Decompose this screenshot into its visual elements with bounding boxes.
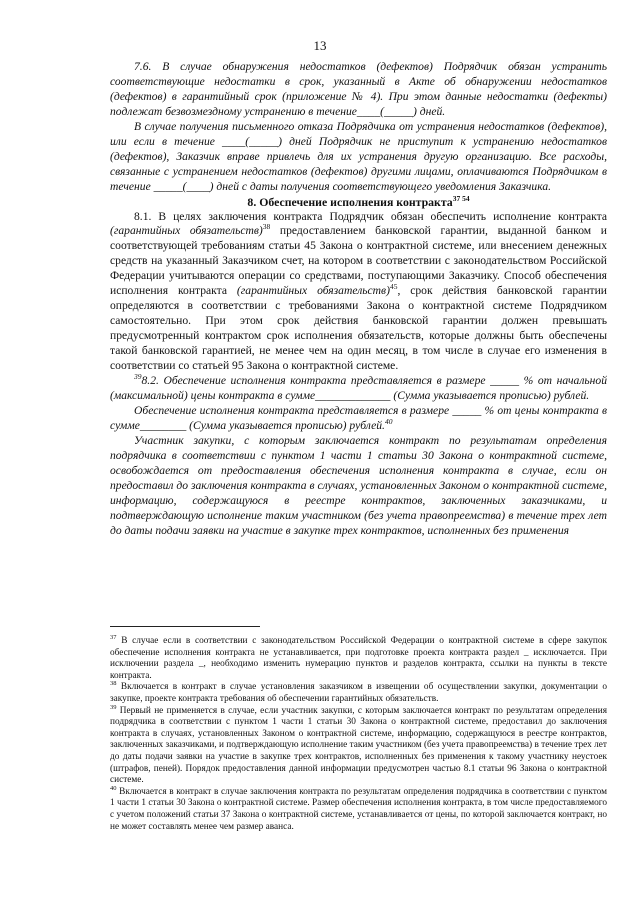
paragraph-7-6 bbox=[110, 60, 607, 120]
p81-part-a: 8.1. В целях заключения контракта Подрядчик обязан обеспечить исполнение контракта bbox=[134, 209, 607, 223]
footnote-40 bbox=[110, 784, 607, 833]
paragraph-8-2-alt bbox=[110, 404, 607, 434]
footnote-40-text: Включается в контракт в случае заключения контракта по результатам определения подрядчика в соответствии с пунктом 1 части 1 статьи 30 Закона о контрактной системе. Размер обеспечения исполнения контракта, в том числе предоставляемого с учетом положений статьи 37 Закона о контрактной системе, устанавливается от цены, по которой заключается контракт, но не может составлять менее чем размер аванса. bbox=[110, 786, 607, 832]
p81-footnote-ref-45: 45 bbox=[389, 282, 398, 292]
p82b-text: Обеспечение исполнения контракта представляется в размере _____ % от цены контракта в сумме________ (Сумма указывается прописью) рублей. bbox=[110, 403, 607, 432]
footnote-38-text: Включается в контракт в случае установления заказчиком в извещении об осуществлении закупки, документации о закупке, проекте контракта требования об обеспечении гарантийных обязательств. bbox=[110, 682, 607, 704]
footnote-37 bbox=[110, 633, 607, 682]
section-8-footnote-refs: 37 54 bbox=[452, 193, 470, 203]
p82-text: 8.2. Обеспечение исполнения контракта представляется в размере _____ % от начальной (максимальной) цены контракта в сумме_____________ (Сумма указывается прописью) рублей. bbox=[110, 374, 607, 402]
footnote-separator bbox=[110, 626, 260, 627]
p82-footnote-ref-39: 39 bbox=[134, 372, 142, 382]
p81-footnote-ref-38: 38 bbox=[262, 222, 271, 232]
p81-part-c: предоставлением банковской гарантии, выданной банком и соответствующей требованиям статьи 45 Закона о контрактной системе, или внесением денежных средств на указанный Заказчиком счет, на котором в соответствии с законодательством Российской Федерации учитываются операции со средствами, поступающими Заказчику. Способ обеспечения исполнения контракта bbox=[110, 224, 607, 298]
paragraph-refusal: В случае получения письменного отказа Подрядчика от устранения недостатков (дефектов), или если в течение ____(_____) дней Подрядчик не приступит к устранению недостатков (дефектов), Заказчик вправе привлечь для их устранения другую организацию. Все расходы, связанные с устранением недостатков (дефектов) другими лицами, оплачиваются Подрядчиком в течение _____(____) дней с даты получения соответствующего уведомления Заказчика. bbox=[110, 119, 607, 193]
footnote-39-text: Первый не применяется в случае, если участник закупки, с которым заключается контракт по результатам определения подрядчика в соответствии с пунктом 1 части 1 статьи 30 Закона о контрактной системе, предоставил до заключения контракта в случаях, установленных Законом о контрактной системе, информацию, содержащуюся в реестре контрактов, заключенных заказчиками, и подтверждающую исполнение таким участником (без учета правопреемства) в течение трех лет до даты подачи заявки на участие в закупке трех контрактов, исполненных без применения к такому участнику неустоек (штрафов, пеней). Порядок предоставления данной информации предусмотрен частью 8.1 статьи 96 Закона о контрактной системе. bbox=[110, 705, 607, 786]
paragraph-8-2 bbox=[110, 374, 607, 404]
section-8-heading bbox=[110, 195, 607, 210]
page-number: 13 bbox=[313, 38, 327, 53]
paragraph-participant: Участник закупки, с которым заключается контракт по результатам определения подрядчика в соответствии с пунктом 1 части 1 статьи 30 Закона о контрактной системе, освобождается от предоставления обеспечения исполнения контракта в случае, если он предоставил до заключения контракта в случаях, установленных Законом о контрактной системе, информацию, содержащуюся в реестре контрактов, заключенных заказчиками, и подтверждающую исполнение таким участником (без учета правопреемства) в течение трех лет до даты подачи заявки на участие в закупке трех контрактов, исполненных без применения bbox=[110, 433, 607, 537]
footnote-38 bbox=[110, 682, 607, 705]
footnote-40-mark: 40 bbox=[110, 784, 117, 792]
p81-part-b: (гарантийных обязательств) bbox=[110, 224, 263, 238]
footnote-39 bbox=[110, 703, 607, 787]
footnote-39-mark: 39 bbox=[110, 703, 117, 711]
footnotes bbox=[110, 633, 607, 833]
p81-part-d: (гарантийных обязательств) bbox=[236, 284, 390, 298]
footnote-38-mark: 38 bbox=[110, 680, 117, 688]
section-8-title: 8. Обеспечение исполнения контракта bbox=[247, 194, 453, 209]
paragraph-8-1 bbox=[110, 210, 607, 374]
p82b-footnote-ref-40: 40 bbox=[384, 417, 393, 427]
footnote-37-text: В случае если в соответствии с законодательством Российской Федерации о контрактной системе в сфере закупок обеспечение исполнения контракта не устанавливается, при подготовке проекта контракта раздел _ исключается. При исключении раздела _, необходимо изменить нумерацию пунктов и разделов контракта, ссылки на пункты в тексте контракта. bbox=[110, 636, 607, 681]
p81-part-e: , срок действия банковской гарантии определяются в соответствии с требованиями Закона о контрактной системе Подрядчиком самостоятельно. При этом срок действия банковской гарантии должен превышать предусмотренный контрактом срок исполнения обязательств, которые должны быть обеспечены такой банковской гарантией, не менее чем на один месяц, в том числе в случае его изменения в соответствии со статьей 95 Закона о контрактной системе. bbox=[110, 284, 607, 373]
body-text bbox=[110, 60, 607, 539]
paragraph-7-6-text: 7.6. В случае обнаружения недостатков (дефектов) Подрядчик обязан устранить соответствующие недостатки в срок, указанный в Акте об обнаружении недостатков (дефектов) в гарантийный срок (приложение № 4). При этом данные недостатки (дефекты) подлежат безвозмездному устранению в течение____(_____) дней. bbox=[110, 60, 607, 118]
footnote-37-mark: 37 bbox=[110, 633, 117, 641]
